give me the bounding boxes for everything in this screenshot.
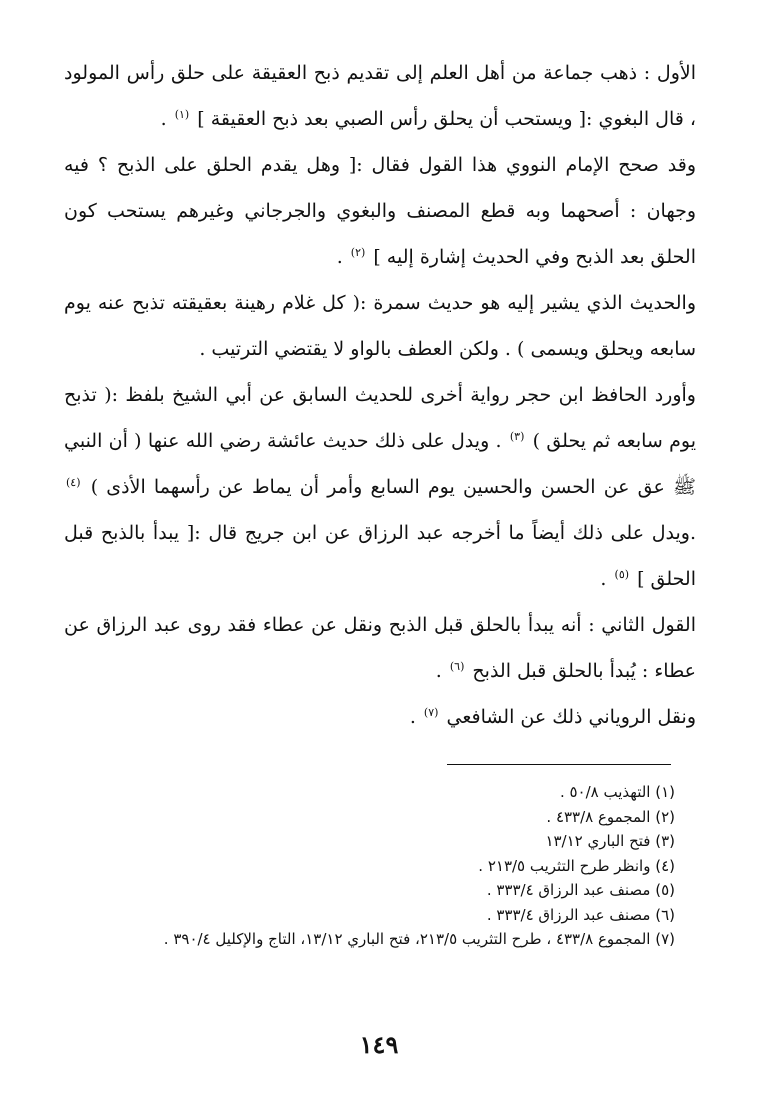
paragraph-text: . <box>600 568 607 590</box>
paragraph-text: القول الثاني : أنه يبدأ بالحلق قبل الذبح ونقل عن عطاء فقد روى عبد الرزاق عن عطاء : يُبدأ بالحلق قبل الذبح <box>64 614 696 682</box>
footnote-reference: (٦) <box>449 659 465 673</box>
paragraph-text: .ويدل على ذلك أيضاً ما أخرجه عبد الرزاق عن ابن جريج قال :[ يبدأ بالذبح قبل الحلق ] <box>64 522 696 590</box>
paragraph-text: . <box>409 706 416 728</box>
paragraph <box>64 694 696 740</box>
footnote-reference: (٧) <box>423 705 439 719</box>
footnote: (٧) المجموع ٤٣٣/٨ ، طرح التثريب ٢١٣/٥، فتح الباري ١٣/١٢، التاج والإكليل ٣٩٠/٤ . <box>163 930 675 948</box>
main-text <box>64 50 696 740</box>
paragraph-text: . <box>160 108 167 130</box>
footnote-reference: (٤) <box>66 475 81 489</box>
paragraph <box>64 280 696 372</box>
paragraph <box>64 372 696 602</box>
footnote-reference: (٣) <box>509 429 525 443</box>
footnote-reference: (٥) <box>614 567 630 581</box>
footnote-reference: (٢) <box>350 245 366 259</box>
footnote-divider <box>447 764 671 765</box>
paragraph <box>64 142 696 280</box>
paragraph-text: . ويدل على ذلك حديث عائشة رضي الله عنها ( أن النبي ﷺ عق عن الحسن والحسين يوم السابع وأمر أن يماط عن رأسهما الأذى ) <box>64 430 696 498</box>
footnote: (٤) وانظر طرح التثريب ٢١٣/٥ . <box>478 856 675 875</box>
paragraph-text: والحديث الذي يشير إليه هو حديث سمرة :( كل غلام رهينة بعقيقته تذبح عنه يوم سابعه ويحلق ويسمى ) . ولكن العطف بالواو لا يقتضي الترتيب . <box>64 292 696 360</box>
paragraph <box>64 602 696 694</box>
paragraph-text: الأول : ذهب جماعة من أهل العلم إلى تقديم ذبح العقيقة على حلق رأس المولود ، قال البغوي :[ ويستحب أن يحلق رأس الصبي بعد ذبح العقيقة ] <box>64 62 696 130</box>
page-number: ١٤٩ <box>359 1030 399 1059</box>
footnote: (٣) فتح الباري ١٣/١٢ <box>545 832 675 850</box>
footnotes-section <box>64 780 675 952</box>
footnote: (٥) مصنف عبد الرزاق ٣٣٣/٤ . <box>486 881 675 899</box>
footnote: (٢) المجموع ٤٣٣/٨ . <box>546 807 675 826</box>
paragraph-text: . <box>435 660 442 682</box>
footnote-reference: (١) <box>174 107 190 121</box>
paragraph-text: . <box>336 246 343 268</box>
paragraph-text: ونقل الروياني ذلك عن الشافعي <box>446 706 696 728</box>
paragraph <box>64 50 696 142</box>
footnote: (٦) مصنف عبد الرزاق ٣٣٣/٤ . <box>486 905 675 924</box>
paragraph-text: وقد صحح الإمام النووي هذا القول فقال :[ وهل يقدم الحلق على الذبح ؟ فيه وجهان : أصحهما وبه قطع المصنف والبغوي والجرجاني وغيرهم يستحب كون الحلق بعد الذبح وفي الحديث إشارة إليه ] <box>64 154 696 268</box>
paragraph-text: وأورد الحافظ ابن حجر رواية أخرى للحديث السابق عن أبي الشيخ بلفظ :( تذبح يوم سابعه ثم يحلق ) <box>64 384 696 452</box>
footnote: (١) التهذيب ٥٠/٨ . <box>559 783 675 801</box>
